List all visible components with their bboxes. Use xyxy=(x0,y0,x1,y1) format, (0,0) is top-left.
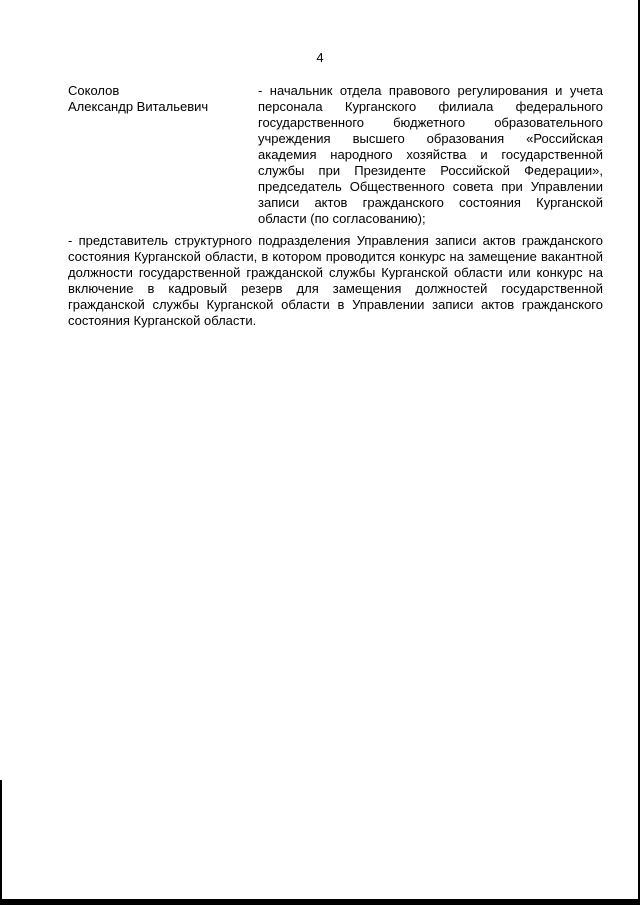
member-surname: Соколов xyxy=(68,83,120,98)
scan-edge-left xyxy=(0,780,2,905)
member-name xyxy=(68,83,258,227)
member-description: - начальник отдела правового регулирования и учета персонала Курганского филиала федерального государственного бюджетного образовательного учреждения высшего образования «Российская академия народного хозяйства и государственной службы при Президенте Российской Федерации», председатель Общественного совета при Управлении записи актов гражданского состояния Курганской области (по согласованию); xyxy=(258,83,603,226)
scan-edge-bottom xyxy=(0,899,640,905)
representative-paragraph: - представитель структурного подразделения Управления записи актов гражданского состояния Курганской области, в котором проводится конкурс на замещение вакантной должности государственной гражданской службы Курганской области или конкурс на включение в кадровый резерв для замещения должностей государственной гражданской службы Курганской области в Управлении записи актов гражданского состояния Курганской области. xyxy=(68,233,603,328)
page-number: 4 xyxy=(316,50,324,65)
commission-member-entry xyxy=(68,83,603,227)
member-given-names: Александр Витальевич xyxy=(68,99,209,114)
